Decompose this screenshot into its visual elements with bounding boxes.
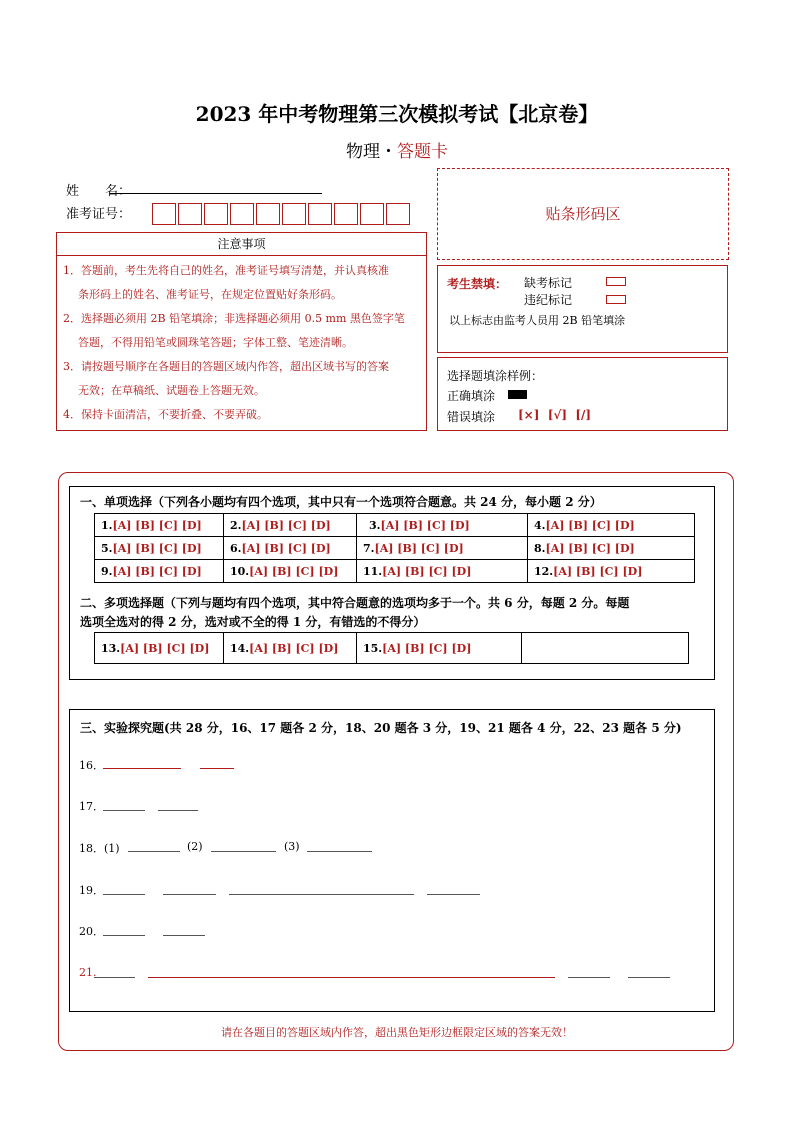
- answer-cell[interactable]: [95, 633, 224, 664]
- question-number: 6.: [230, 541, 242, 555]
- q18-label-3: (3): [284, 840, 300, 853]
- barcode-area: [437, 168, 729, 260]
- question-number: 8.: [534, 541, 546, 555]
- multi-choice-table: [94, 632, 689, 664]
- forbidden-label: 考生禁填：: [447, 277, 508, 291]
- question-number: 2.: [230, 518, 242, 532]
- q19-label: 19．: [79, 884, 104, 897]
- answer-options[interactable]: [A] [B] [C] [D]: [241, 541, 331, 555]
- table-row: [95, 560, 695, 583]
- sample-correct-label: 正确填涂: [447, 389, 496, 403]
- question-number: 10.: [230, 564, 250, 578]
- exam-id-digit[interactable]: [360, 203, 384, 225]
- subtitle-subject: 物理・: [346, 142, 397, 162]
- notice-item: 1．答题前，考生先将自己的姓名，准考证号填写清楚，并认真核准: [63, 264, 389, 277]
- answer-cell[interactable]: [357, 560, 528, 583]
- sample-wrong-label: 错误填涂: [447, 410, 496, 424]
- notice-item: 答题，不得用铅笔或圆珠笔答题；字体工整、笔迹清晰。: [78, 336, 353, 349]
- table-row: [95, 514, 695, 537]
- single-choice-table: [94, 513, 695, 583]
- answer-cell[interactable]: [95, 514, 224, 537]
- q17-label: 17．: [79, 800, 104, 813]
- footer-warning: 请在各题目的答题区域内作答，超出黑色矩形边框限定区域的答案无效！: [221, 1026, 573, 1039]
- answer-options[interactable]: [A] [B] [C] [D]: [553, 564, 643, 578]
- notice-item: 3．请按题号顺序在各题目的答题区域内作答，超出区域书写的答案: [63, 360, 389, 373]
- answer-cell[interactable]: [357, 633, 522, 664]
- question-number: 15.: [363, 641, 383, 655]
- answer-options[interactable]: [A] [B] [C] [D]: [112, 564, 202, 578]
- q19-blank[interactable]: [163, 894, 216, 895]
- question-number: 14.: [230, 641, 250, 655]
- absent-label: 缺考标记: [524, 276, 573, 290]
- q16-blank[interactable]: [103, 768, 181, 769]
- answer-cell[interactable]: [528, 514, 695, 537]
- barcode-label: 贴条形码区: [545, 205, 621, 223]
- exam-id-digit[interactable]: [256, 203, 280, 225]
- exam-id-digit[interactable]: [308, 203, 332, 225]
- q18-label: 18．(1): [79, 842, 120, 855]
- answer-cell[interactable]: [528, 560, 695, 583]
- notice-item: 条形码上的姓名、准考证号，在规定位置贴好条形码。: [78, 288, 342, 301]
- q21-blank[interactable]: [148, 977, 555, 978]
- question-number: 1.: [101, 518, 113, 532]
- q16-blank[interactable]: [200, 768, 234, 769]
- answer-options[interactable]: [A] [B] [C] [D]: [545, 518, 635, 532]
- question-number: 13.: [101, 641, 121, 655]
- table-row: [95, 633, 689, 664]
- sample-wrong-marks: [×] [√] [/]: [518, 408, 592, 422]
- q20-blank[interactable]: [163, 935, 205, 936]
- answer-options[interactable]: [A] [B] [C] [D]: [112, 541, 202, 555]
- answer-cell[interactable]: [357, 514, 528, 537]
- experiment-block: [69, 709, 715, 1012]
- exam-id-digit[interactable]: [282, 203, 306, 225]
- exam-id-digit[interactable]: [334, 203, 358, 225]
- subtitle-card: 答题卡: [397, 142, 448, 162]
- page-subtitle: [0, 137, 794, 162]
- question-number: 5.: [101, 541, 113, 555]
- answer-options[interactable]: [A] [B] [C] [D]: [249, 564, 339, 578]
- answer-options[interactable]: [A] [B] [C] [D]: [120, 641, 210, 655]
- name-field[interactable]: [110, 193, 322, 194]
- violation-mark[interactable]: [606, 295, 626, 304]
- q17-blank[interactable]: [158, 810, 198, 811]
- sample-heading: 选择题填涂样例：: [447, 369, 544, 383]
- q16-label: 16．: [79, 759, 104, 772]
- answer-options[interactable]: [A] [B] [C] [D]: [382, 641, 472, 655]
- violation-label: 违纪标记: [524, 293, 573, 307]
- answer-options[interactable]: [A] [B] [C] [D]: [249, 641, 339, 655]
- q21-blank[interactable]: [94, 977, 135, 978]
- filled-mark-icon: [508, 390, 527, 399]
- question-number: 7.: [363, 541, 375, 555]
- q18-label-2: (2): [187, 840, 203, 853]
- q21-blank[interactable]: [568, 977, 610, 978]
- question-number: 12.: [534, 564, 554, 578]
- q21-label: 21.: [79, 966, 97, 979]
- absent-mark[interactable]: [606, 277, 626, 286]
- q19-blank[interactable]: [427, 894, 480, 895]
- exam-id-digit[interactable]: [152, 203, 176, 225]
- answer-options[interactable]: [A] [B] [C] [D]: [382, 564, 472, 578]
- exam-id-digit[interactable]: [204, 203, 228, 225]
- answer-cell[interactable]: [528, 537, 695, 560]
- q20-label: 20．: [79, 925, 104, 938]
- answer-cell[interactable]: [95, 537, 224, 560]
- q21-blank[interactable]: [628, 977, 670, 978]
- notice-item: 4．保持卡面清洁，不要折叠、不要弄破。: [63, 408, 268, 421]
- exam-id-digit[interactable]: [230, 203, 254, 225]
- notice-box: [56, 232, 427, 431]
- section2-heading-line1: 二、多项选择题（下列与题均有四个选项，其中符合题意的选项均多于一个。共 6 分，每题 2 分。每题: [80, 596, 630, 610]
- answer-cell[interactable]: [224, 514, 357, 537]
- empty-cell: [522, 633, 689, 664]
- answer-cell[interactable]: [95, 560, 224, 583]
- answer-options[interactable]: [A] [B] [C] [D]: [545, 541, 635, 555]
- answer-options[interactable]: [A] [B] [C] [D]: [374, 541, 464, 555]
- question-number: 3.: [369, 518, 381, 532]
- q18-blank-2[interactable]: [211, 851, 276, 852]
- forbidden-box: [437, 265, 728, 353]
- exam-id-digit[interactable]: [386, 203, 410, 225]
- q19-blank[interactable]: [229, 894, 414, 895]
- answer-options[interactable]: [A] [B] [C] [D]: [380, 518, 470, 532]
- answer-cell[interactable]: [224, 537, 357, 560]
- exam-id-digit[interactable]: [178, 203, 202, 225]
- question-number: 4.: [534, 518, 546, 532]
- answer-cell[interactable]: [224, 633, 357, 664]
- notice-heading: 注意事项: [57, 233, 426, 256]
- question-number: 9.: [101, 564, 113, 578]
- q19-blank[interactable]: [103, 894, 145, 895]
- question-number: 11.: [363, 564, 383, 578]
- answer-cell[interactable]: [357, 537, 528, 560]
- page-title: 2023 年中考物理第三次模拟考试【北京卷】: [195, 102, 599, 126]
- answer-options[interactable]: [A] [B] [C] [D]: [241, 518, 331, 532]
- table-row: [95, 537, 695, 560]
- name-label: 姓 名：: [66, 184, 132, 199]
- q17-blank[interactable]: [103, 810, 145, 811]
- q20-blank[interactable]: [103, 935, 145, 936]
- section1-heading: 一、单项选择（下列各小题均有四个选项，其中只有一个选项符合题意。共 24 分，每小题 2 分）: [80, 495, 602, 509]
- notice-item: 无效；在草稿纸、试题卷上答题无效。: [78, 384, 265, 397]
- answer-cell[interactable]: [224, 560, 357, 583]
- q18-blank-1[interactable]: [128, 851, 180, 852]
- exam-id-label: 准考证号：: [66, 207, 132, 222]
- q18-blank-3[interactable]: [307, 851, 372, 852]
- sample-box: [437, 357, 728, 431]
- answer-options[interactable]: [A] [B] [C] [D]: [112, 518, 202, 532]
- notice-item: 2．选择题必须用 2B 铅笔填涂；非选择题必须用 0.5 mm 黑色签字笔: [63, 312, 405, 325]
- section3-heading: 三、实验探究题(共 28 分，16、17 题各 2 分，18、20 题各 3 分，19、21 题各 4 分，22、23 题各 5 分): [80, 721, 682, 735]
- section2-heading-line2: 选项全选对的得 2 分，选对或不全的得 1 分，有错选的不得分）: [80, 615, 426, 629]
- forbidden-note: 以上标志由监考人员用 2B 铅笔填涂: [449, 314, 626, 327]
